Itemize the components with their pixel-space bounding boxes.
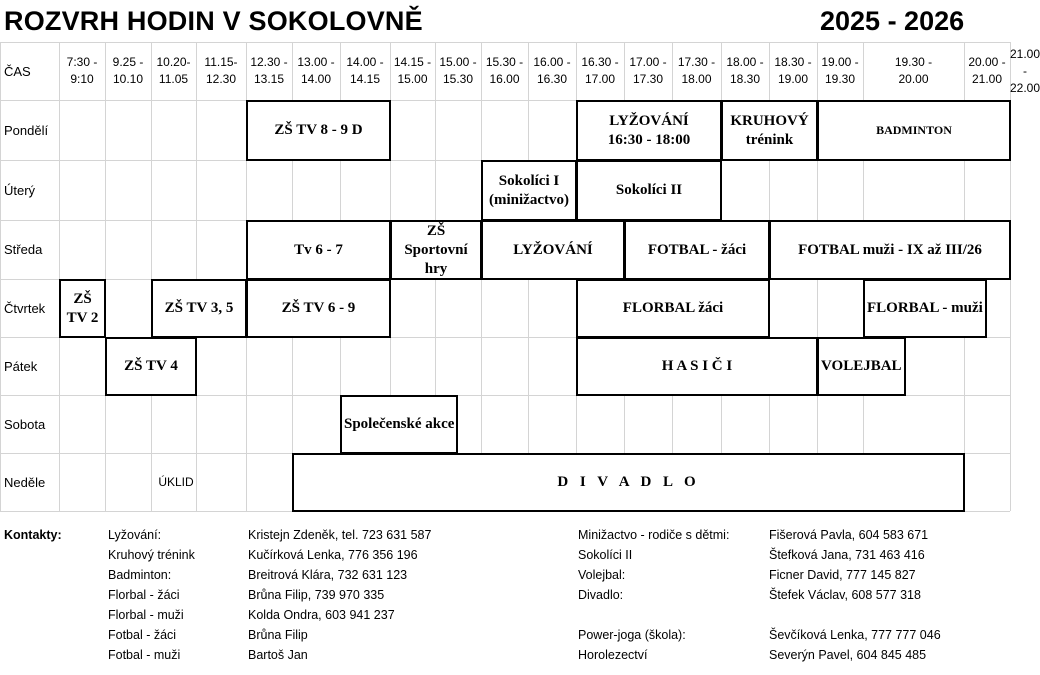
contact-person: Fišerová Pavla, 604 583 671 [769,528,929,542]
contacts-heading: Kontakty: [4,528,62,542]
day-label: Čtvrtek [4,300,46,316]
grid-line-vertical [0,42,1,511]
grid-line-vertical [59,42,60,511]
time-slot-header: 20.00 - 21.00 [968,55,1006,86]
day-label: Pátek [4,358,38,374]
time-slot-header: 19.00 - 19.30 [821,55,859,86]
page-title: ROZVRH HODIN V SOKOLOVNĚ [4,6,423,36]
activity-block: ZŠ TV 6 - 9 [246,279,391,338]
activity-block: Společenské akce [340,395,458,454]
activity-block: ZŠ TV 2 [59,279,106,338]
activity-block: LYŽOVÁNÍ [481,220,625,280]
contact-activity: Minižactvo - rodiče s dětmi: [578,528,730,542]
contact-activity: Horolezectví [578,648,648,662]
time-slot-header: 14.00 - 14.15 [346,55,384,86]
contact-activity: Sokolíci II [578,548,633,562]
activity-block: Tv 6 - 7 [246,220,391,280]
time-slot-header: 19.30 - 20.00 [894,55,933,86]
day-label: Sobota [4,416,46,432]
activity-block: D I V A D L O [292,453,965,512]
activity-block: ZŠ TV 8 - 9 D [246,100,391,161]
season-label: 2025 - 2026 [820,6,965,36]
time-slot-header: 21.00 - 22.00 [1010,46,1040,95]
contact-person: Breitrová Klára, 732 631 123 [248,568,408,582]
contact-person: Ficner David, 777 145 827 [769,568,916,582]
time-slot-header: 18.00 - 18.30 [726,55,764,86]
contact-person: Bartoš Jan [248,648,308,662]
activity-block: VOLEJBAL [817,337,906,396]
activity-block: LYŽOVÁNÍ 16:30 - 18:00 [576,100,722,161]
time-slot-header: 16.00 - 16.30 [533,55,571,86]
contact-activity: Kruhový trénink [108,548,195,562]
grid-line-vertical [196,42,197,511]
activity-block: FLORBAL - muži [863,279,987,338]
contact-activity: Lyžování: [108,528,162,542]
time-slot-header: 15.30 - 16.00 [485,55,524,86]
activity-block: ÚKLID [158,475,194,489]
activity-block: FOTBAL - žáci [624,220,770,280]
time-slot-header: 17.00 - 17.30 [629,55,667,86]
time-slot-header: 15.00 - 15.30 [439,55,477,86]
time-label: ČAS [4,63,31,79]
time-slot-header: 10.20- 11.05 [156,55,191,86]
contact-activity: Volejbal: [578,568,626,582]
contact-person: Štefková Jana, 731 463 416 [769,548,925,562]
activity-block: FLORBAL žáci [576,279,770,338]
contact-person: Kučírková Lenka, 776 356 196 [248,548,418,562]
activity-block: H A S I Č I [576,337,818,396]
time-slot-header: 16.30 - 17.00 [581,55,619,86]
activity-block: FOTBAL muži - IX až III/26 [769,220,1011,280]
day-label: Středa [4,242,43,257]
activity-block: BADMINTON [817,100,1011,161]
contact-activity: Badminton: [108,568,172,582]
time-slot-header: 7:30 - 9:10 [66,55,98,86]
contact-activity: Power-joga (škola): [578,628,686,642]
contact-person: Kolda Ondra, 603 941 237 [248,608,395,622]
activity-block: ZŠ TV 3, 5 [151,279,247,338]
time-slot-header: 14.15 - 15.00 [393,55,432,86]
day-label: Úterý [4,182,36,198]
contact-person: Štefek Václav, 608 577 318 [769,588,921,602]
grid-line-vertical [105,42,106,511]
contact-activity: Florbal - muži [108,608,184,622]
contact-person: Ševčíková Lenka, 777 777 046 [769,628,941,642]
activity-block: ZŠ TV 4 [105,337,197,396]
activity-block: Sokolíci I (minižactvo) [481,160,577,221]
time-slot-header: 17.30 - 18.00 [677,55,716,86]
activity-block: Sokolíci II [576,160,722,221]
contact-person: Severýn Pavel, 604 845 485 [769,648,927,662]
contact-person: Brůna Filip, 739 970 335 [248,588,385,602]
activity-block: ZŠ Sportovní hry [390,220,482,280]
time-slot-header: 11.15- 12.30 [204,55,238,86]
contact-activity: Divadlo: [578,588,624,602]
time-slot-header: 13.00 - 14.00 [297,55,335,86]
contact-activity: Fotbal - muži [108,648,181,662]
time-slot-header: 18.30 - 19.00 [774,55,812,86]
contact-activity: Florbal - žáci [108,588,180,602]
time-slot-header: 12.30 - 13.15 [250,55,288,86]
grid-line-vertical [151,42,152,511]
contact-person: Kristejn Zdeněk, tel. 723 631 587 [248,528,432,542]
day-label: Neděle [4,474,46,490]
contact-activity: Fotbal - žáci [108,628,177,642]
activity-block: KRUHOVÝ trénink [721,100,818,161]
day-label: Pondělí [4,122,49,138]
time-slot-header: 9.25 - 10.10 [112,55,144,86]
contact-person: Brůna Filip [248,628,308,642]
